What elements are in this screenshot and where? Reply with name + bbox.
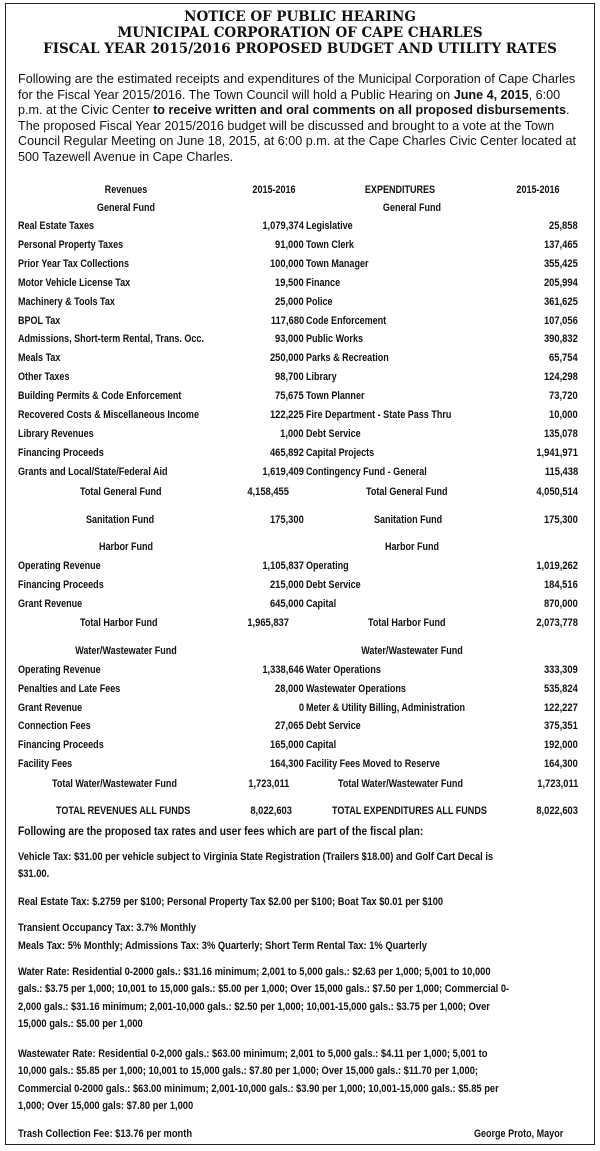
hearing-date: June 4, 2015 xyxy=(453,87,529,102)
general-expenditure-label: Code Enforcement xyxy=(306,314,387,327)
wastewater-rate: Wastewater Rate: Residential 0-2,000 gals.: $63.00 minimum; 2,001 to 5,000 gals.: $4.11 per 1,000; 5,001 to 10,000 gals.: $5.85 per 1,000; 10,001 to 15,000 gals.: $7.80 per 1,000; Over 15,000 gals.: $11.70 per 1,000; Commercial 0-2000 gals.: $63.00 minimum; 2,001-10,000 gals.: $3.90 per 1,000; 10,001-15,000 gals.: $5.85 per 1,000; Over 15,000 gals: $7.80 per 1,000 xyxy=(18,1048,499,1113)
general-expenditure-value: 135,078 xyxy=(544,427,578,440)
budget-title: FISCAL YEAR 2015/2016 PROPOSED BUDGET AND UTILITY RATES xyxy=(43,41,557,57)
sanitation-exp: 175,300 xyxy=(544,514,578,526)
harbor-revenue-value: 215,000 xyxy=(270,579,304,591)
general-expenditure-value: 355,425 xyxy=(544,257,578,270)
water-expenditure-value: 122,227 xyxy=(544,701,578,714)
harbor-revenue-label: Operating Revenue xyxy=(18,560,101,572)
harbor-expenditure-value: 1,019,262 xyxy=(536,560,578,572)
general-expenditure-value: 65,754 xyxy=(549,352,578,365)
water-expenditure-label: Meter & Utility Billing, Administration xyxy=(306,701,466,714)
general-revenue-value: 19,500 xyxy=(275,276,304,289)
water-expenditure-value: 164,300 xyxy=(544,758,578,770)
harbor-revenue-label: Financing Proceeds xyxy=(18,579,104,591)
harbor-exp-title: Harbor Fund xyxy=(384,541,440,553)
notice-title: NOTICE OF PUBLIC HEARING xyxy=(184,9,416,25)
general-revenue-label: Recovered Costs & Miscellaneous Income xyxy=(18,409,199,421)
water-revenue-value: 164,300 xyxy=(270,758,304,770)
general-expenditure-label: Library xyxy=(306,371,337,384)
sanitation-rev-label: Sanitation Fund xyxy=(86,514,155,526)
revenues-header: Revenues xyxy=(104,184,148,196)
harbor-expenditure-value: 870,000 xyxy=(544,598,578,610)
general-expenditure-value: 124,298 xyxy=(544,371,578,384)
water-expenditure-value: 535,824 xyxy=(544,682,578,695)
water-expenditure-value: 375,351 xyxy=(544,720,578,733)
water-expenditure-value: 333,309 xyxy=(544,664,578,676)
total-expenditures-label: TOTAL EXPENDITURES ALL FUNDS xyxy=(332,805,487,817)
general-revenue-label: Personal Property Taxes xyxy=(18,238,124,251)
harbor-expenditure-label: Capital xyxy=(306,598,337,610)
total-expenditures: 8,022,603 xyxy=(536,805,578,817)
total-general-exp: 4,050,514 xyxy=(536,486,578,498)
general-expenditure-label: Fire Department - State Pass Thru xyxy=(306,409,452,421)
water-revenue-value: 165,000 xyxy=(270,739,304,752)
real-estate-tax: Real Estate Tax: $.2759 per $100; Personal Property Tax $2.00 per $100; Boat Tax $0.01 per $100 xyxy=(18,896,444,908)
corporation-title: MUNICIPAL CORPORATION OF CAPE CHARLES xyxy=(117,25,483,41)
vehicle-tax: Vehicle Tax: $31.00 per vehicle subject to Virginia State Registration (Trailers $18.00) and Golf Cart Decal is $31.00. xyxy=(18,851,494,881)
general-revenue-value: 465,892 xyxy=(270,446,304,459)
harbor-revenue-value: 645,000 xyxy=(270,598,304,610)
general-revenue-label: Motor Vehicle License Tax xyxy=(18,276,131,289)
general-expenditure-label: Town Planner xyxy=(306,390,365,403)
water-expenditure-label: Debt Service xyxy=(306,720,361,733)
total-harbor-exp: 2,073,778 xyxy=(536,617,578,629)
general-expenditure-value: 10,000 xyxy=(549,409,578,421)
general-expenditure-value: 137,465 xyxy=(544,238,578,251)
general-revenue-label: Prior Year Tax Collections xyxy=(18,257,129,270)
total-revenues: 8,022,603 xyxy=(250,805,292,817)
water-revenue-value: 28,000 xyxy=(275,682,304,695)
general-expenditure-label: Legislative xyxy=(306,220,353,232)
general-expenditure-label: Contingency Fund - General xyxy=(306,465,427,478)
total-water-exp: 1,723,011 xyxy=(536,778,578,790)
water-expenditure-value: 192,000 xyxy=(544,739,578,752)
transient-tax: Transient Occupancy Tax: 3.7% Monthly xyxy=(18,922,197,934)
general-expenditure-label: Parks & Recreation xyxy=(306,352,389,365)
water-exp-title: Water/Wastewater Fund xyxy=(361,645,463,657)
general-expenditure-label: Capital Projects xyxy=(306,446,375,459)
expenditures-year: 2015-2016 xyxy=(516,184,560,196)
general-expenditure-value: 361,625 xyxy=(544,295,578,308)
mayor-signature: George Proto, Mayor xyxy=(474,1128,564,1140)
water-expenditure-label: Water Operations xyxy=(306,664,381,676)
general-expenditure-value: 73,720 xyxy=(549,390,578,403)
general-expenditure-value: 115,438 xyxy=(544,465,578,478)
general-expenditure-label: Police xyxy=(306,295,333,308)
harbor-expenditure-value: 184,516 xyxy=(544,579,578,591)
general-revenue-label: Meals Tax xyxy=(18,352,61,365)
general-expenditure-label: Public Works xyxy=(306,333,363,346)
harbor-expenditure-label: Operating xyxy=(306,560,349,572)
general-expenditure-label: Debt Service xyxy=(306,427,361,440)
general-expenditure-value: 390,832 xyxy=(544,333,578,346)
general-revenue-value: 75,675 xyxy=(275,390,304,403)
trash-fee: Trash Collection Fee: $13.76 per month xyxy=(18,1128,193,1140)
general-revenue-label: Admissions, Short-term Rental, Trans. Occ. xyxy=(18,333,204,346)
general-revenue-label: Other Taxes xyxy=(18,371,70,384)
revenues-year: 2015-2016 xyxy=(252,184,296,196)
water-revenue-label: Penalties and Late Fees xyxy=(18,682,121,695)
water-revenue-label: Facility Fees xyxy=(18,758,73,770)
general-expenditure-value: 205,994 xyxy=(544,276,578,289)
harbor-revenue-value: 1,105,837 xyxy=(262,560,304,572)
general-revenue-value: 250,000 xyxy=(270,352,304,365)
general-revenue-value: 25,000 xyxy=(275,295,304,308)
total-harbor-rev-label: Total Harbor Fund xyxy=(80,617,158,629)
water-expenditure-label: Capital xyxy=(306,739,337,752)
water-expenditure-label: Wastewater Operations xyxy=(306,682,406,695)
general-revenue-label: Library Revenues xyxy=(18,427,94,440)
total-revenues-label: TOTAL REVENUES ALL FUNDS xyxy=(56,805,191,817)
general-revenue-value: 1,000 xyxy=(280,427,304,440)
general-revenue-value: 122,225 xyxy=(270,409,304,421)
total-general-exp-label: Total General Fund xyxy=(366,486,448,498)
water-revenue-value: 0 xyxy=(298,701,304,714)
general-expenditure-value: 107,056 xyxy=(544,314,578,327)
water-revenue-value: 1,338,646 xyxy=(262,664,304,676)
general-revenue-value: 91,000 xyxy=(275,238,304,251)
water-revenue-label: Operating Revenue xyxy=(18,664,101,676)
water-revenue-label: Grant Revenue xyxy=(18,701,83,714)
general-fund-rev-title: General Fund xyxy=(96,202,156,214)
water-rev-title: Water/Wastewater Fund xyxy=(75,645,177,657)
general-fund-exp-title: General Fund xyxy=(382,202,442,214)
total-harbor-exp-label: Total Harbor Fund xyxy=(368,617,446,629)
harbor-revenue-label: Grant Revenue xyxy=(18,598,83,610)
general-revenue-label: Building Permits & Code Enforcement xyxy=(18,390,182,403)
intro-paragraph: Following are the estimated receipts and expenditures of the Municipal Corporation of Cape Charles for the Fiscal Year 2015/2016. The Town Council will hold a Public Hearing on June 4, 2015, 6:00 p.m. at the Civic Center to receive written and oral comments on all proposed disbursements. The proposed Fiscal Year 2015/2016 budget will be discussed and brought to a vote at the Town Council Regular Meeting on June 18, 2015, at 6:00 p.m. at the Cape Charles Civic Center located at 500 Tazewell Avenue in Cape Charles. xyxy=(18,72,576,164)
general-revenue-value: 98,700 xyxy=(275,371,304,384)
comments-note: to receive written and oral comments on all proposed disbursements xyxy=(153,103,566,118)
expenditures-header: EXPENDITURES xyxy=(364,184,436,196)
general-expenditure-label: Town Clerk xyxy=(306,238,354,251)
general-expenditure-label: Finance xyxy=(306,276,341,289)
general-expenditure-value: 25,858 xyxy=(549,220,578,232)
harbor-expenditure-label: Debt Service xyxy=(306,579,361,591)
water-revenue-label: Connection Fees xyxy=(18,720,91,733)
general-revenue-value: 93,000 xyxy=(275,333,304,346)
total-general-rev-label: Total General Fund xyxy=(80,486,162,498)
general-revenue-value: 1,619,409 xyxy=(262,465,304,478)
water-rate: Water Rate: Residential 0-2000 gals.: $31.16 minimum; 2,001 to 5,000 gals.: $2.63 per 1,000; 5,001 to 10,000 gals.: $3.75 per 1,000; 10,001 to 15,000 gals.: $5.00 per 1,000; Over 15,000 gals.: $7.50 per 1,000; Commercial 0-2,000 gals.: $31.16 minimum; 2,001-10,000 gals.: $2.50 per 1,000; 10,001-15,000 gals.: $3.75 per 1,000; Over 15,000 gals.: $5.00 per 1,000 xyxy=(18,966,510,1031)
sanitation-rev: 175,300 xyxy=(270,514,304,526)
general-revenue-label: Machinery & Tools Tax xyxy=(18,295,115,308)
harbor-rev-title: Harbor Fund xyxy=(98,541,154,553)
total-general-rev: 4,158,455 xyxy=(247,486,289,498)
general-revenue-label: BPOL Tax xyxy=(18,314,61,327)
general-revenue-value: 117,680 xyxy=(270,314,304,327)
sanitation-exp-label: Sanitation Fund xyxy=(374,514,443,526)
total-water-rev-label: Total Water/Wastewater Fund xyxy=(52,778,177,790)
water-revenue-label: Financing Proceeds xyxy=(18,739,104,752)
total-water-exp-label: Total Water/Wastewater Fund xyxy=(338,778,463,790)
water-revenue-value: 27,065 xyxy=(275,720,304,733)
total-harbor-rev: 1,965,837 xyxy=(247,617,289,629)
general-revenue-label: Financing Proceeds xyxy=(18,446,104,459)
general-revenue-label: Grants and Local/State/Federal Aid xyxy=(18,465,168,478)
meals-tax: Meals Tax: 5% Monthly; Admissions Tax: 3% Quarterly; Short Term Rental Tax: 1% Quarterly xyxy=(18,940,427,952)
general-revenue-value: 100,000 xyxy=(270,257,304,270)
fees-intro: Following are the proposed tax rates and user fees which are part of the fiscal plan: xyxy=(18,824,424,838)
general-revenue-value: 1,079,374 xyxy=(262,220,304,232)
total-water-rev: 1,723,011 xyxy=(247,778,289,790)
general-expenditure-label: Town Manager xyxy=(306,257,369,270)
general-revenue-label: Real Estate Taxes xyxy=(18,220,95,232)
public-notice xyxy=(5,3,595,1145)
general-expenditure-value: 1,941,971 xyxy=(536,446,578,459)
water-expenditure-label: Facility Fees Moved to Reserve xyxy=(306,758,440,770)
